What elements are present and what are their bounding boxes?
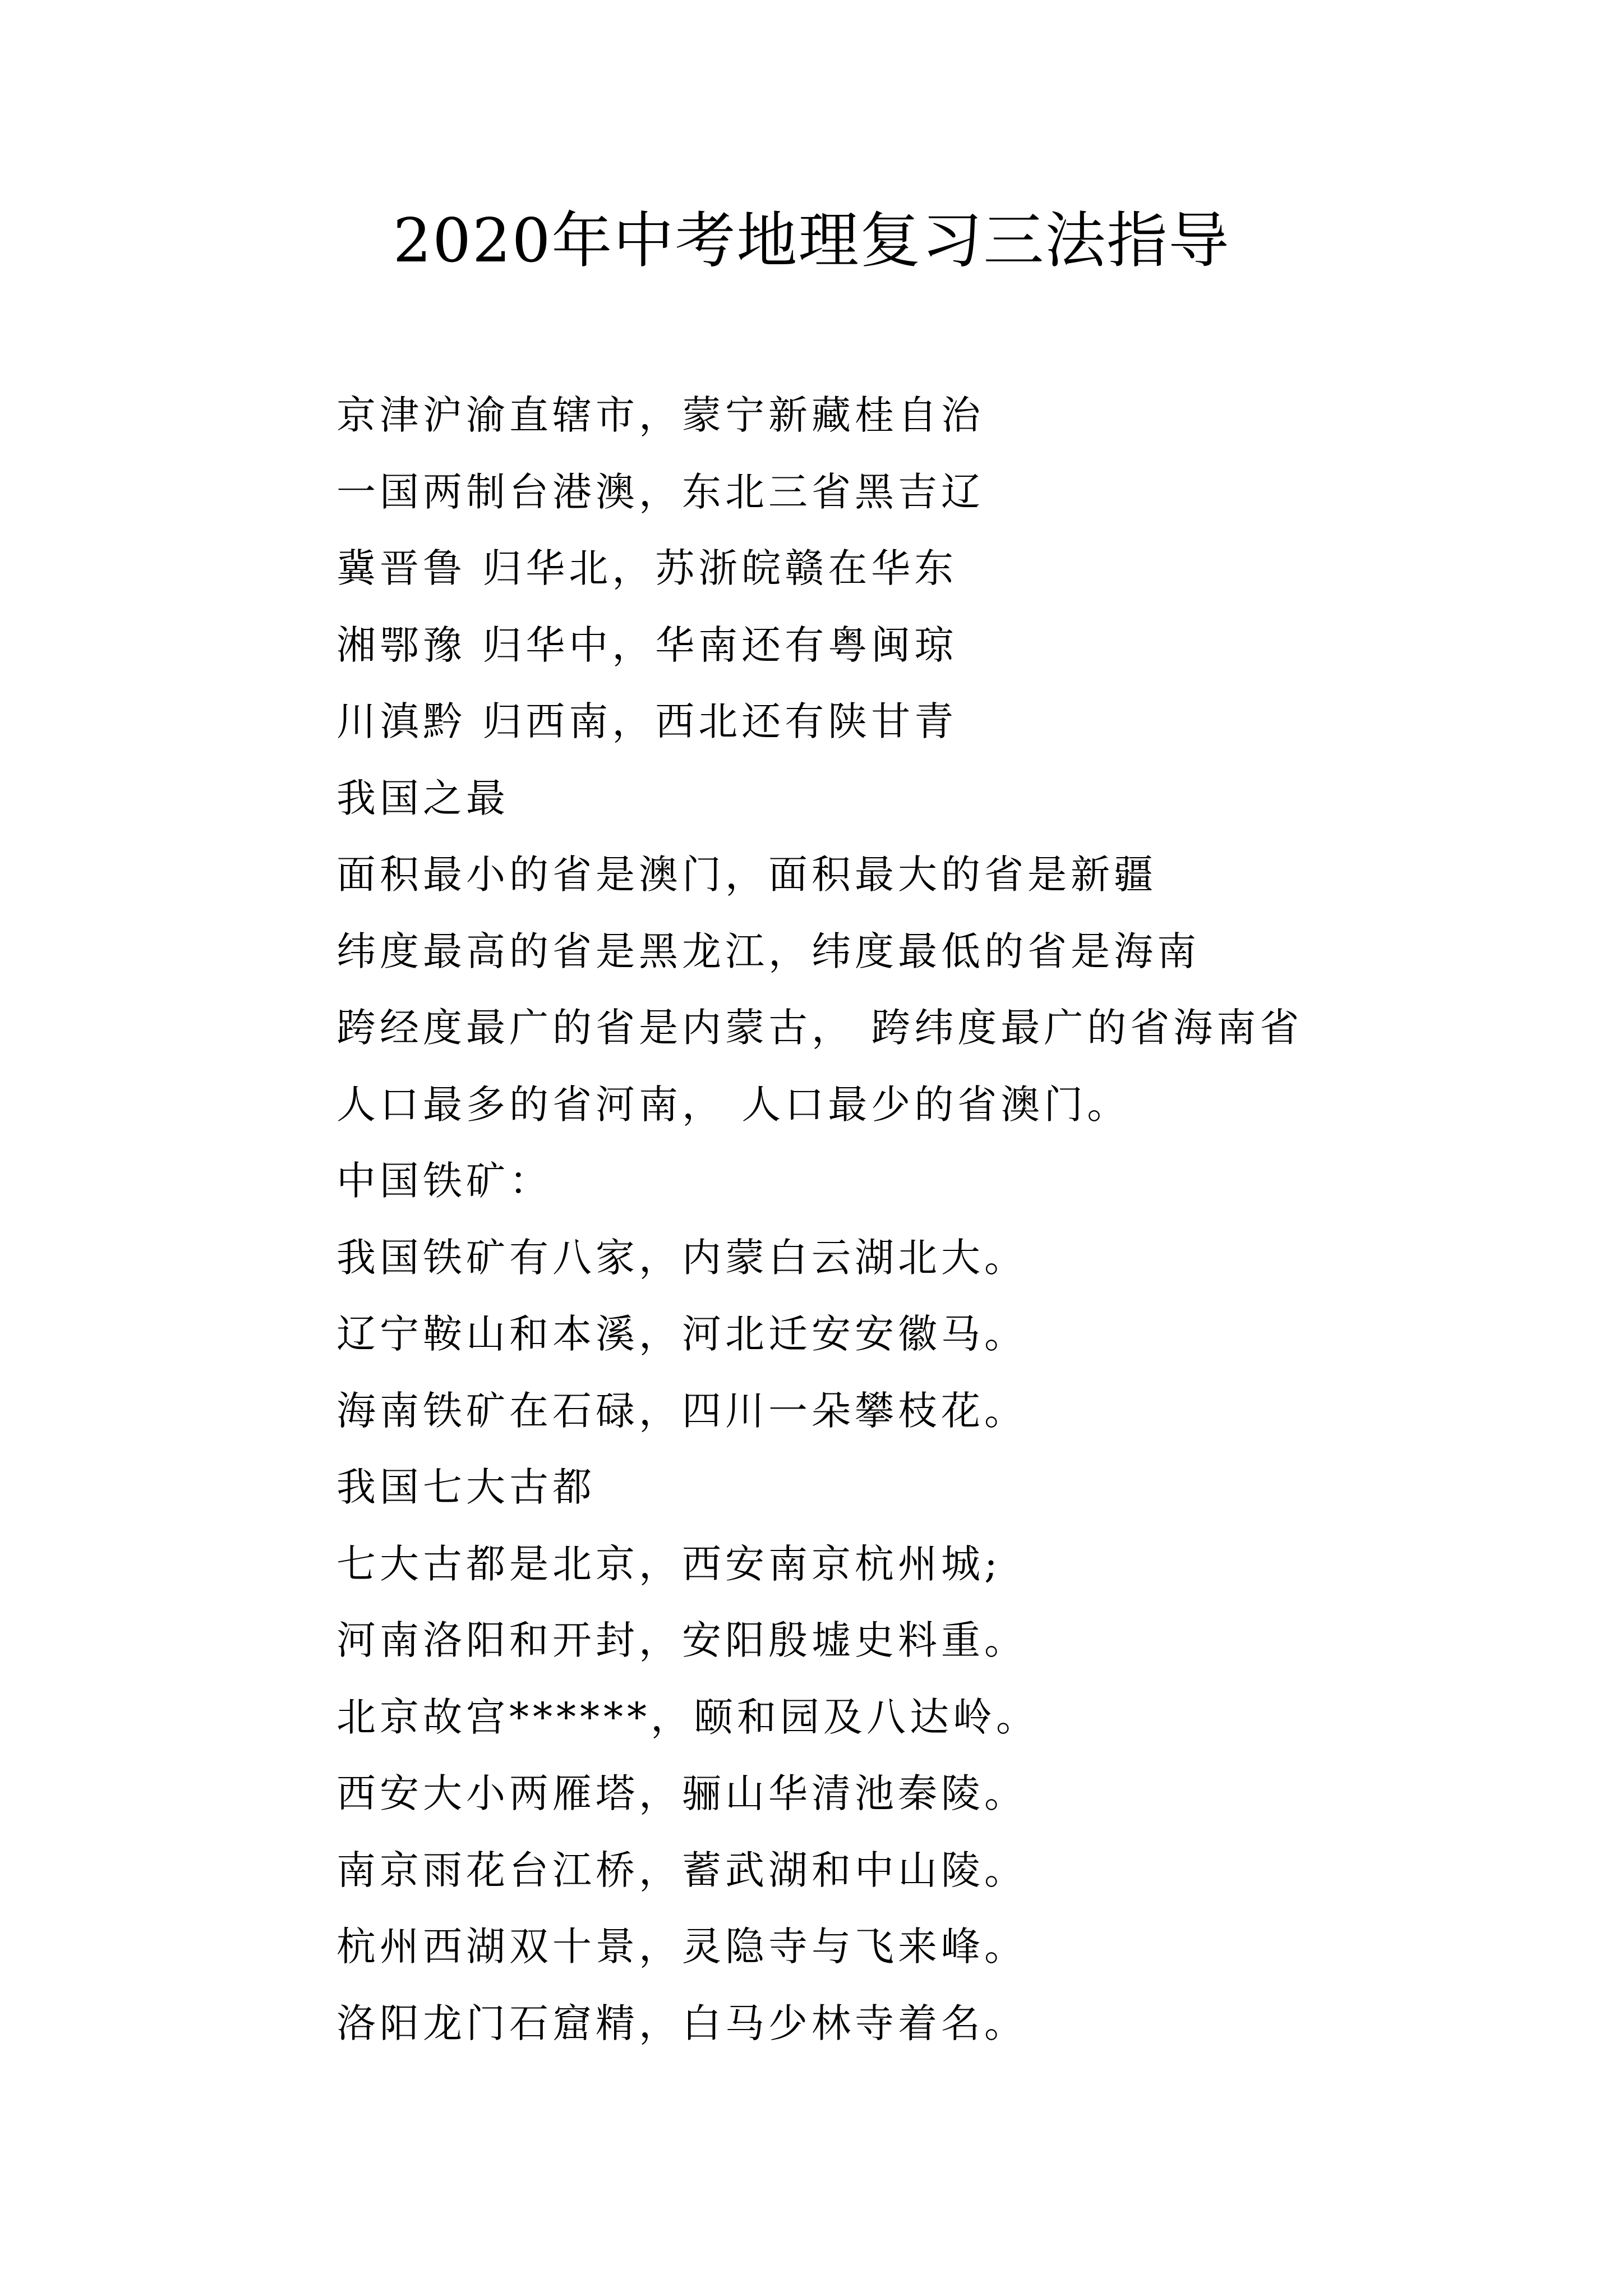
document-title: 2020年中考地理复习三法指导 [393, 206, 1230, 276]
text-line: 我国铁矿有八家，内蒙白云湖北大。 [336, 1234, 1027, 1281]
text-line: 七大古都是北京，西安南京杭州城; [336, 1540, 1002, 1587]
text-line: 一国两制台港澳，东北三省黑吉辽 [336, 468, 984, 515]
text-line: 南京雨花台江桥，蓄武湖和中山陵。 [336, 1847, 1027, 1893]
text-line: 西安大小两雁塔，骊山华清池秦陵。 [336, 1770, 1027, 1816]
body-text [336, 377, 1514, 2062]
text-line: 湘鄂豫 归华中，华南还有粤闽琼 [336, 622, 958, 668]
text-line: 北京故宫******，颐和园及八达岭。 [336, 1694, 1039, 1740]
text-line: 河南洛阳和开封，安阳殷墟史料重。 [336, 1617, 1027, 1663]
text-line: 海南铁矿在石碌，四川一朵攀枝花。 [336, 1387, 1027, 1434]
text-line: 京津沪渝直辖市，蒙宁新藏桂自治 [336, 392, 984, 438]
section-heading: 我国之最 [336, 775, 509, 821]
section-heading: 我国七大古都 [336, 1464, 596, 1510]
text-line: 冀晋鲁 归华北，苏浙皖赣在华东 [336, 545, 958, 591]
text-line: 洛阳龙门石窟精，白马少林寺着名。 [336, 2000, 1027, 2046]
text-line: 跨经度最广的省是内蒙古， 跨纬度最广的省海南省 [336, 1005, 1303, 1051]
text-line: 杭州西湖双十景，灵隐寺与飞来峰。 [336, 1924, 1027, 1970]
text-line: 面积最小的省是澳门，面积最大的省是新疆 [336, 852, 1157, 898]
text-line: 辽宁鞍山和本溪，河北迁安安徽马。 [336, 1311, 1027, 1357]
text-line: 川滇黔 归西南，西北还有陕甘青 [336, 698, 958, 744]
text-line: 纬度最高的省是黑龙江，纬度最低的省是海南 [336, 928, 1200, 974]
text-line: 人口最多的省河南， 人口最少的省澳门。 [336, 1081, 1131, 1128]
section-heading: 中国铁矿： [336, 1158, 552, 1204]
